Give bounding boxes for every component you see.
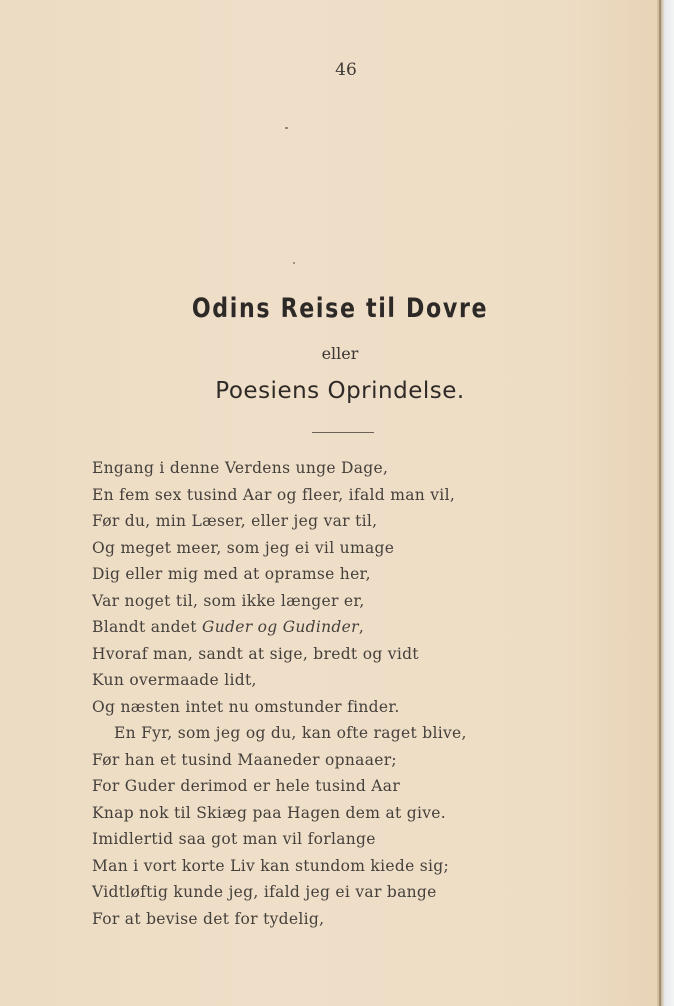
poem-line [92,588,552,615]
poem-line [92,694,552,721]
poem-line-text: Var noget til, som ikke længer er, [92,591,365,610]
poem-line-text: Kun overmaade lidt, [92,671,257,689]
poem-line [92,773,552,800]
poem-line-text: Blandt andet [92,618,203,636]
page-number: 46 [335,60,357,80]
poem-line-text: Man i vort korte Liv kan stundom kiede sig; [92,856,450,875]
title-divider [312,432,374,433]
poem-line-text: Engang i denne Verdens unge Dage, [92,459,389,477]
poem-line [92,906,552,933]
poem-line-text: En fem sex tusind Aar og fleer, ifald man vil, [92,485,456,504]
poem-line [92,535,552,562]
poem-line-text: , [358,618,365,636]
poem-line [92,853,552,880]
poem-line-text: Før du, min Læser, eller jeg var til, [92,512,378,530]
poem-title: Odins Reise til Dovre [191,293,489,324]
poem-line [92,747,552,774]
poem-line-text: Knap nok til Skiæg paa Hagen dem at give. [92,803,446,822]
poem-line [92,667,552,694]
poem-line-text: Dig eller mig med at opramse her, [92,565,371,583]
poem-line-text: Hvoraf man, sandt at sige, bredt og vidt [92,644,419,663]
ink-speck [293,262,295,264]
poem-line-text: Vidtløftig kunde jeg, ifald jeg ei var bange [92,883,437,901]
poem-line-text: Imidlertid saa got man vil forlange [92,830,376,848]
poem-body [92,455,552,932]
poem-line [92,826,552,853]
poem-line [92,720,552,747]
poem-line-italic: Guder og Gudinder [202,618,359,636]
poem-line [92,508,552,535]
poem-line [92,455,552,482]
poem-subtitle: Poesiens Oprindelse. [215,378,465,404]
poem-line-text: Før han et tusind Maaneder opnaaer; [92,750,397,769]
poem-line-text: En Fyr, som jeg og du, kan ofte raget blive, [114,724,467,742]
title-connector: eller [321,344,359,363]
poem-line [92,614,552,641]
poem-line-text: For at bevise det for tydelig, [92,909,325,928]
ink-speck [285,127,288,129]
page-binding-line [659,0,661,1006]
poem-line-text: Og næsten intet nu omstunder finder. [92,697,400,716]
poem-line-text: For Guder derimod er hele tusind Aar [92,777,401,795]
poem-line [92,561,552,588]
poem-line [92,482,552,509]
poem-line [92,641,552,668]
poem-line [92,879,552,906]
poem-line-text: Og meget meer, som jeg ei vil umage [92,538,395,557]
poem-line [92,800,552,827]
